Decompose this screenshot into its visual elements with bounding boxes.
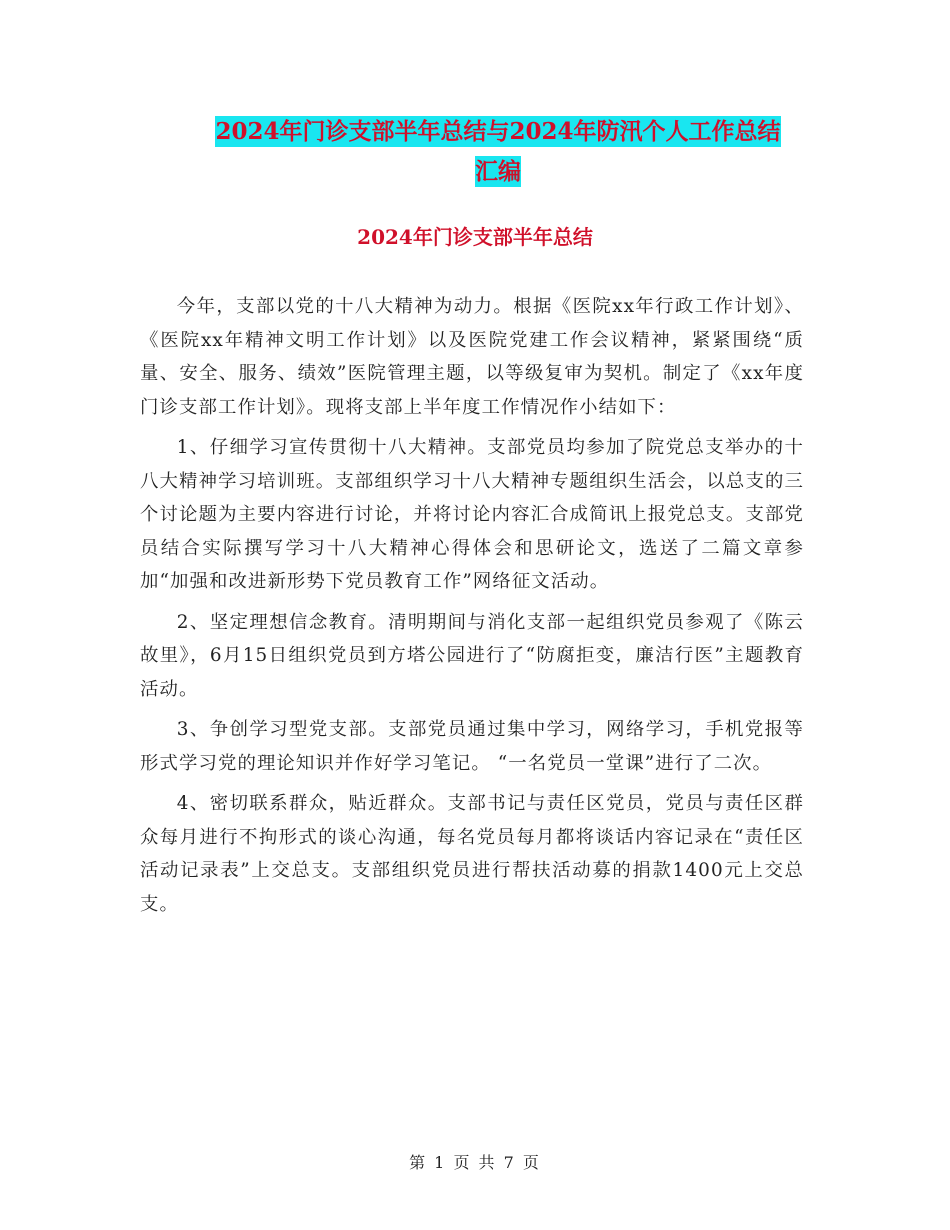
paragraph-intro: 今年，支部以党的十八大精神为动力。根据《医院xx年行政工作计划》、《医院xx年精神文明工作计划》以及医院党建工作会议精神，紧紧围绕“质量、安全、服务、绩效”医院管理主题，以等级复审为契机。制定了《xx年度门诊支部工作计划》。现将支部上半年度工作情况作小结如下： xyxy=(140,296,804,418)
paragraph-item-4: 4、密切联系群众，贴近群众。支部书记与责任区党员，党员与责任区群众每月进行不拘形式的谈心沟通，每名党员每月都将谈话内容记录在“责任区活动记录表”上交总支。支部组织党员进行帮扶活动募的捐款1400元上交总支。 xyxy=(140,793,804,915)
section-title: 2024年门诊支部半年总结 xyxy=(357,225,593,249)
document-title xyxy=(140,112,856,192)
paragraph-item-3: 3、争创学习型党支部。支部党员通过集中学习，网络学习，手机党报等形式学习党的理论知识并作好学习笔记。 “一名党员一堂课”进行了二次。 xyxy=(140,719,804,774)
document-title-line1: 2024年门诊支部半年总结与2024年防汛个人工作总结 xyxy=(215,118,781,145)
paragraph-item-1: 1、仔细学习宣传贯彻十八大精神。支部党员均参加了院党总支举办的十八大精神学习培训班。支部组织学习十八大精神专题组织生活会，以总支的三个讨论题为主要内容进行讨论，并将讨论内容汇合成简讯上报党总支。支部党员结合实际撰写学习十八大精神心得体会和思研论文，选送了二篇文章参加“加强和改进新形势下党员教育工作”网络征文活动。 xyxy=(140,437,804,592)
document-title-line2: 汇编 xyxy=(475,158,521,185)
document-body xyxy=(140,290,804,921)
paragraph-item-2: 2、坚定理想信念教育。清明期间与消化支部一起组织党员参观了《陈云故里》，6月15日组织党员到方塔公园进行了“防腐拒变，廉洁行医”主题教育活动。 xyxy=(140,611,804,700)
page-footer: 第 1 页 共 7 页 xyxy=(409,1153,541,1172)
